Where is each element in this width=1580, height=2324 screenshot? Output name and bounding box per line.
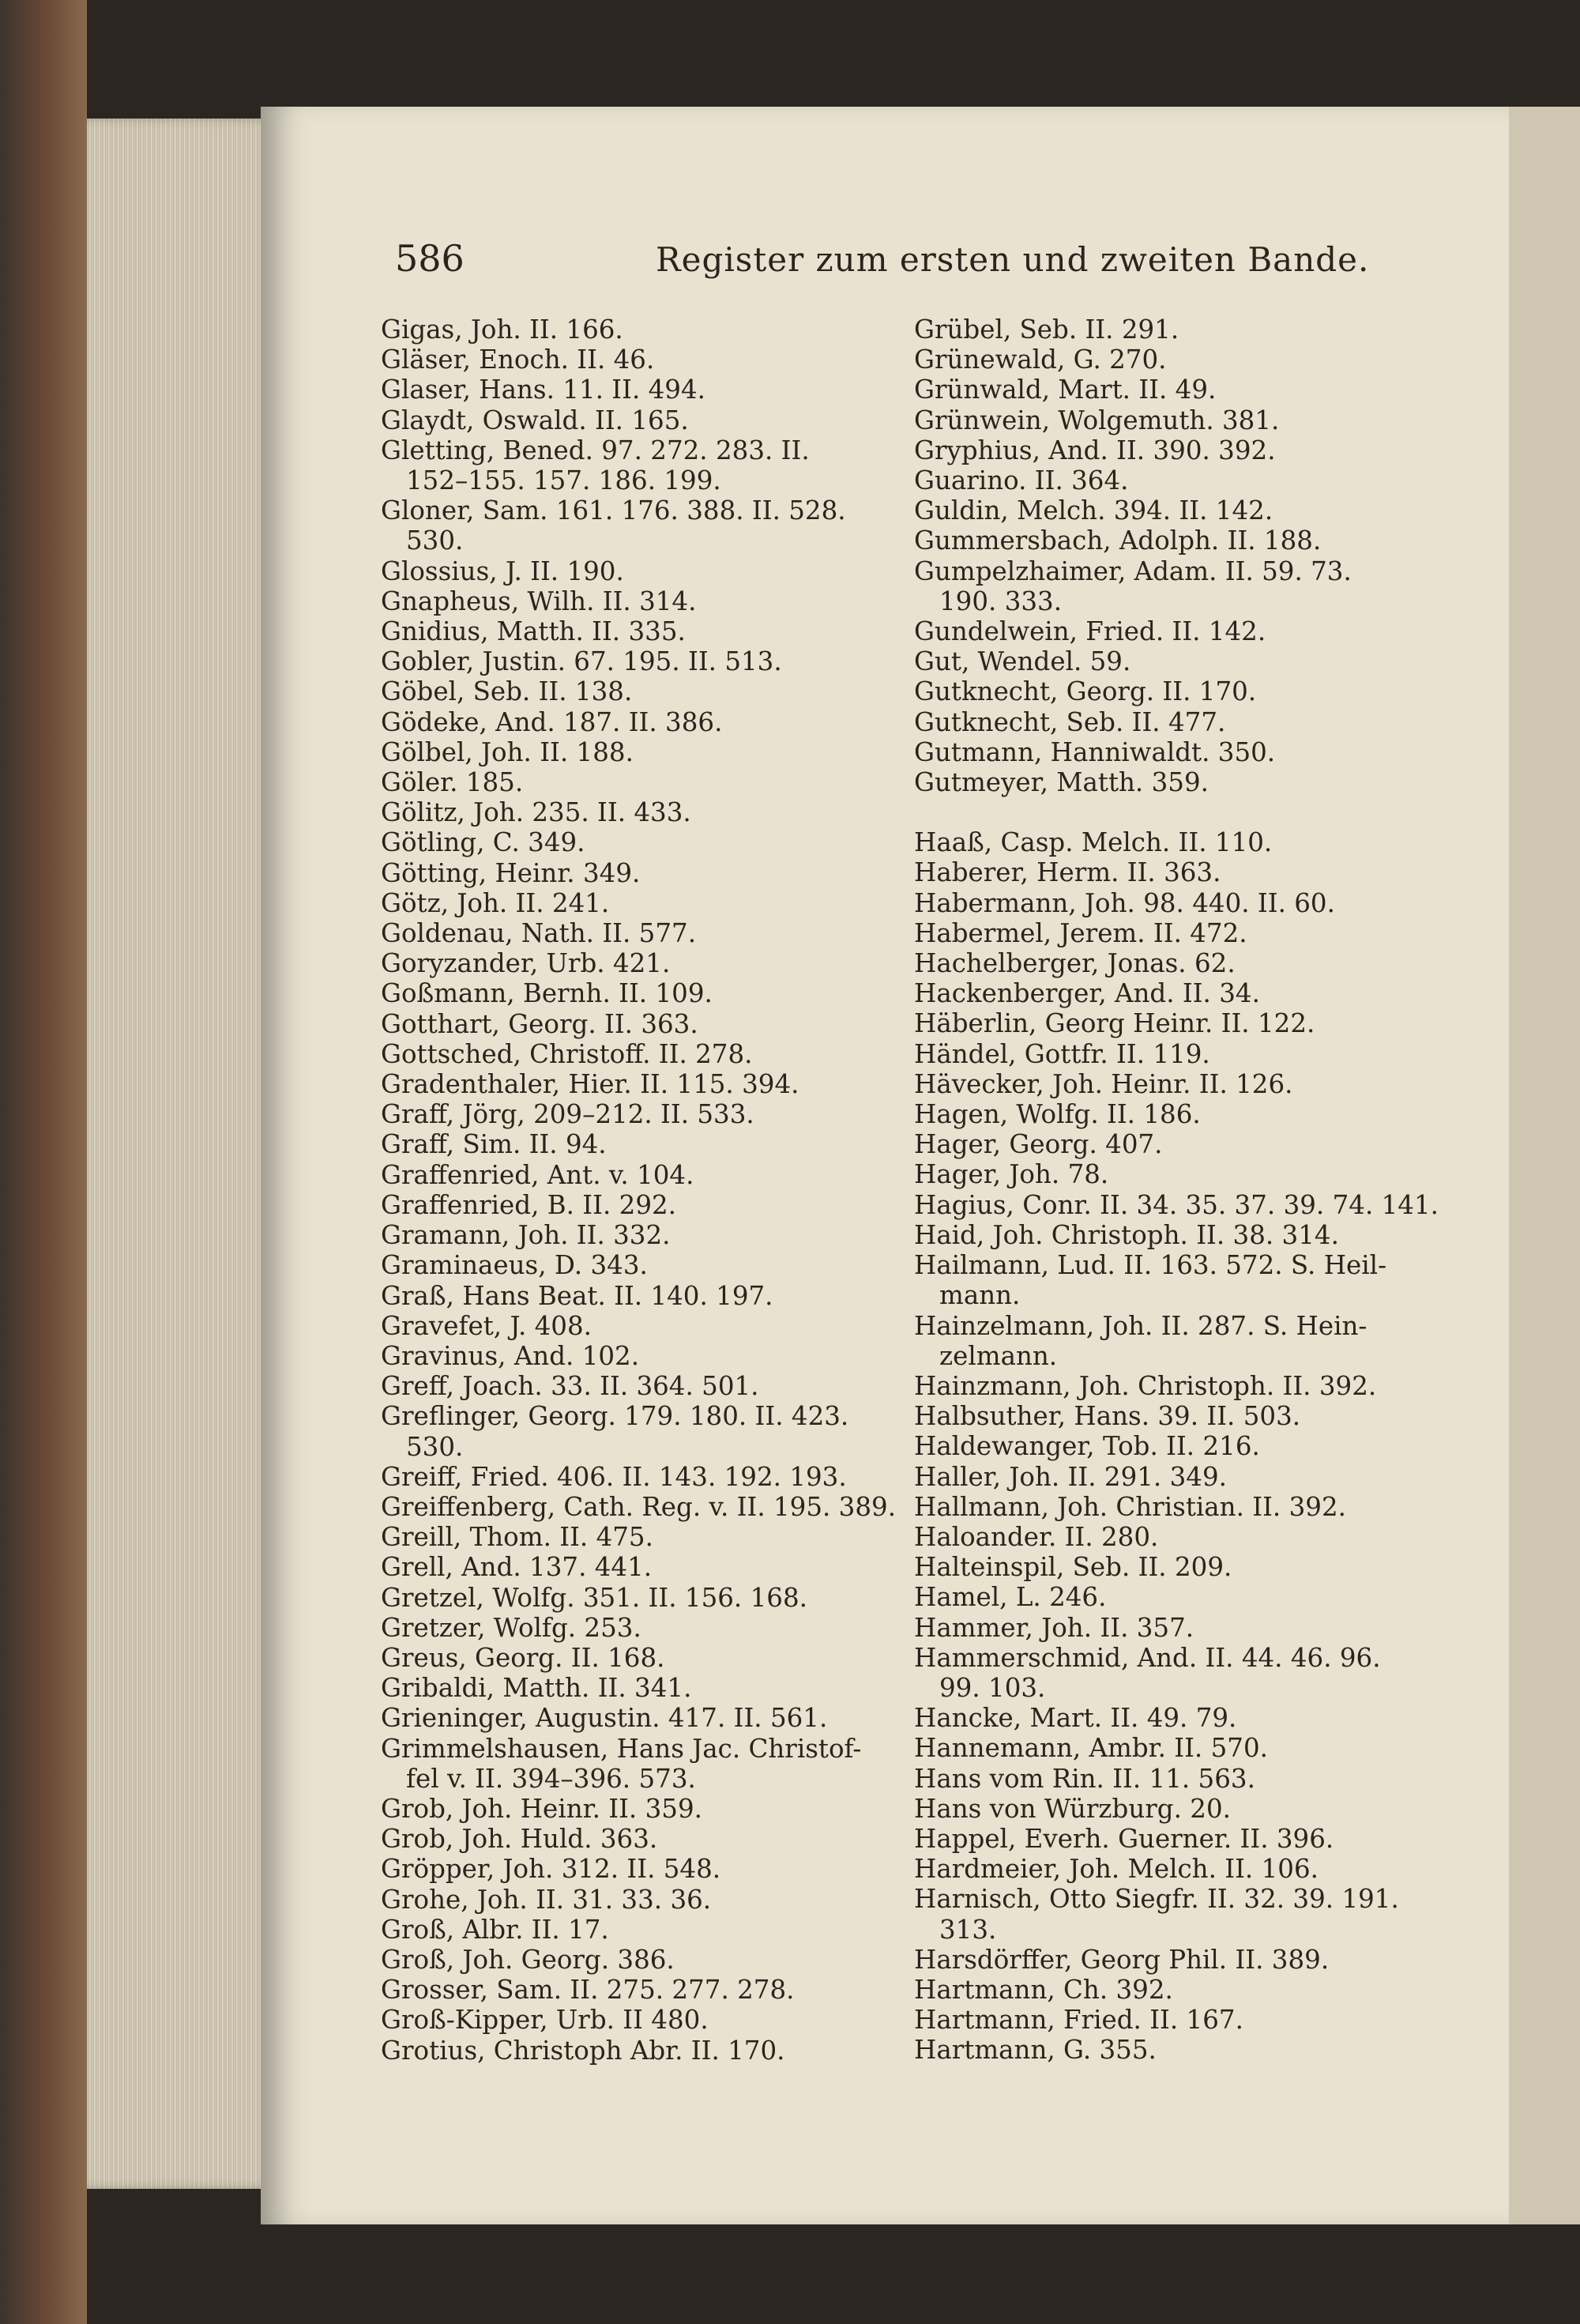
index-entry: Gnapheus, Wilh. II. 314. [381,586,697,616]
index-entry: Graff, Sim. II. 94. [381,1129,607,1160]
index-entry: Hailmann, Lud. II. 163. 572. S. Heil- mann. [914,1250,1387,1311]
index-entry: Happel, Everh. Guerner. II. 396. [914,1823,1334,1854]
index-entry: Halteinspil, Seb. II. 209. [914,1552,1232,1583]
index-group-g [914,315,1443,797]
index-entry: Greff, Joach. 33. II. 364. 501. [381,1371,759,1402]
index-entry: Hagen, Wolfg. II. 186. [914,1099,1201,1130]
index-entry: Hartmann, G. 355. [914,2035,1157,2066]
index-entry: Göler. 185. [381,767,524,798]
index-entry: Grob, Joh. Heinr. II. 359. [381,1793,702,1824]
index-entry: Greiff, Fried. 406. II. 143. 192. 193. [381,1461,847,1492]
index-entry: Haid, Joh. Christoph. II. 38. 314. [914,1219,1339,1250]
index-entry: Göbel, Seb. II. 138. [381,676,633,707]
index-entry: Groß-Kipper, Urb. II 480. [381,2005,709,2036]
index-entry: Haller, Joh. II. 291. 349. [914,1461,1227,1492]
index-entry: Greill, Thom. II. 475. [381,1522,653,1553]
index-entry: Goryzander, Urb. 421. [381,948,671,979]
index-column-right [914,315,1443,2066]
index-entry: Gumpelzhaimer, Adam. II. 59. 73. 190. 333. [914,556,1352,616]
index-entry: Halbsuther, Hans. 39. II. 503. [914,1401,1301,1432]
index-entry: Gölbel, Joh. II. 188. [381,736,634,767]
index-entry: Hans von Würzburg. 20. [914,1793,1231,1824]
index-entry: Grünwein, Wolgemuth. 381. [914,405,1280,435]
index-entry: Grohe, Joh. II. 31. 33. 36. [381,1884,712,1915]
index-entry: Gretzel, Wolfg. 351. II. 156. 168. [381,1582,807,1613]
group-separator [914,797,1443,827]
index-entry: Hammerschmid, And. II. 44. 46. 96. 99. 103. [914,1642,1381,1703]
index-entry: Götting, Heinr. 349. [381,857,641,888]
running-head: Register zum ersten und zweiten Bande. [656,240,1370,279]
index-entry: Gummersbach, Adolph. II. 188. [914,525,1322,556]
index-entry: Harnisch, Otto Siegfr. II. 32. 39. 191. 313. [914,1884,1399,1945]
index-entry: Hager, Georg. 407. [914,1129,1163,1160]
index-entry: Glaser, Hans. 11. II. 494. [381,375,705,405]
index-entry: Gryphius, And. II. 390. 392. [914,435,1276,465]
index-entry: Greflinger, Georg. 179. 180. II. 423. 530. [381,1401,849,1462]
index-column-left [381,315,918,2066]
index-entry: Gutknecht, Georg. II. 170. [914,676,1257,707]
index-entry: Grotius, Christoph Abr. II. 170. [381,2035,785,2066]
index-entry: Gribaldi, Matth. II. 341. [381,1673,692,1704]
page-header [395,237,1430,292]
index-entry: Graß, Hans Beat. II. 140. 197. [381,1280,773,1311]
index-entry: Gundelwein, Fried. II. 142. [914,616,1266,647]
page-number: 586 [395,237,465,280]
index-entry: Gravinus, And. 102. [381,1340,640,1371]
index-entry: Guldin, Melch. 394. II. 142. [914,495,1273,526]
index-entry: Graminaeus, D. 343. [381,1250,648,1281]
index-entry: Gnidius, Matth. II. 335. [381,616,686,647]
index-entry: Grimmelshausen, Hans Jac. Christof- fel v. II. 394–396. 573. [381,1733,862,1794]
index-entry: Gradenthaler, Hier. II. 115. 394. [381,1069,799,1100]
index-entry: Hallmann, Joh. Christian. II. 392. [914,1491,1346,1522]
index-group-h [914,827,1443,2065]
index-entry: Goldenau, Nath. II. 577. [381,918,697,949]
index-entry: Hävecker, Joh. Heinr. II. 126. [914,1068,1293,1099]
index-entry: Gigas, Joh. II. 166. [381,315,623,345]
index-entry: Grieninger, Augustin. 417. II. 561. [381,1703,828,1734]
index-entry: Grell, And. 137. 441. [381,1552,653,1583]
index-entry: Hartmann, Ch. 392. [914,1974,1173,2005]
index-entry: Grübel, Seb. II. 291. [914,315,1179,345]
index-entry: Haloander. II. 280. [914,1521,1159,1552]
book-cover-edge [0,0,87,2324]
index-entry: Gletting, Bened. 97. 272. 283. II. 152–155. 157. 186. 199. [381,435,810,496]
index-entry: Gläser, Enoch. II. 46. [381,345,655,375]
index-entry: Haldewanger, Tob. II. 216. [914,1431,1260,1462]
index-entry: Hainzmann, Joh. Christoph. II. 392. [914,1370,1377,1401]
index-entry: Groß, Albr. II. 17. [381,1914,609,1945]
index-entry: Hachelberger, Jonas. 62. [914,948,1236,979]
index-entry: Haberer, Herm. II. 363. [914,857,1221,888]
page-stack-edges [87,119,280,2189]
index-entry: Hackenberger, And. II. 34. [914,978,1260,1009]
index-entry: Hardmeier, Joh. Melch. II. 106. [914,1854,1319,1885]
index-entry: Hancke, Mart. II. 49. 79. [914,1703,1237,1734]
index-entry: Hainzelmann, Joh. II. 287. S. Hein- zelmann. [914,1310,1367,1371]
index-entry: Götz, Joh. II. 241. [381,887,610,918]
index-entry: Hager, Joh. 78. [914,1159,1109,1190]
index-entry: Gödeke, And. 187. II. 386. [381,706,723,737]
index-entry: Hans vom Rin. II. 11. 563. [914,1763,1255,1794]
index-entry: Hannemann, Ambr. II. 570. [914,1733,1268,1764]
index-entry: Glossius, J. II. 190. [381,556,624,586]
index-entry: Habermel, Jerem. II. 472. [914,917,1247,948]
index-entry: Händel, Gottfr. II. 119. [914,1038,1210,1069]
index-entry: Hammer, Joh. II. 357. [914,1612,1194,1643]
index-entry: Habermann, Joh. 98. 440. II. 60. [914,887,1335,918]
index-entry: Glaydt, Oswald. II. 165. [381,405,689,435]
index-entry: Grünwald, Mart. II. 49. [914,375,1217,405]
index-entry: Gutmann, Hanniwaldt. 350. [914,736,1276,767]
facing-page-edge [1509,107,1580,2224]
index-entry: Gramann, Joh. II. 332. [381,1220,671,1251]
index-entry: Gravefet, J. 408. [381,1310,592,1341]
index-entry: Gröpper, Joh. 312. II. 548. [381,1854,721,1885]
index-entry: Gobler, Justin. 67. 195. II. 513. [381,646,782,677]
index-entry: Gotthart, Georg. II. 363. [381,1008,698,1039]
index-entry: Gölitz, Joh. 235. II. 433. [381,797,691,828]
index-entry: Götling, C. 349. [381,827,585,858]
index-entry: Hagius, Conr. II. 34. 35. 37. 39. 74. 141. [914,1189,1439,1220]
index-entry: Goßmann, Bernh. II. 109. [381,978,713,1009]
index-entry: Harsdörffer, Georg Phil. II. 389. [914,1944,1330,1975]
index-entry: Haaß, Casp. Melch. II. 110. [914,827,1273,858]
index-entry: Gottsched, Christoff. II. 278. [381,1038,753,1069]
index-entry: Gutknecht, Seb. II. 477. [914,706,1226,737]
index-entry: Groß, Joh. Georg. 386. [381,1944,675,1975]
index-entry: Hamel, L. 246. [914,1582,1107,1613]
index-entry: Graffenried, B. II. 292. [381,1189,677,1220]
index-entry: Gutmeyer, Matth. 359. [914,767,1209,798]
index-entry: Graff, Jörg, 209–212. II. 533. [381,1099,754,1130]
index-entry: Gretzer, Wolfg. 253. [381,1612,641,1643]
index-entry: Grünewald, G. 270. [914,345,1167,375]
index-entry: Guarino. II. 364. [914,465,1129,496]
index-entry: Grob, Joh. Huld. 363. [381,1824,658,1855]
index-entry: Graffenried, Ant. v. 104. [381,1159,694,1190]
index-entry: Greus, Georg. II. 168. [381,1642,665,1673]
index-entry: Gloner, Sam. 161. 176. 388. II. 528. 530. [381,495,846,556]
index-entry: Greiffenberg, Cath. Reg. v. II. 195. 389. [381,1491,897,1522]
index-entry: Grosser, Sam. II. 275. 277. 278. [381,1975,795,2006]
index-entry: Gut, Wendel. 59. [914,646,1131,677]
index-entry: Häberlin, Georg Heinr. II. 122. [914,1008,1315,1039]
index-entry: Hartmann, Fried. II. 167. [914,2005,1243,2036]
